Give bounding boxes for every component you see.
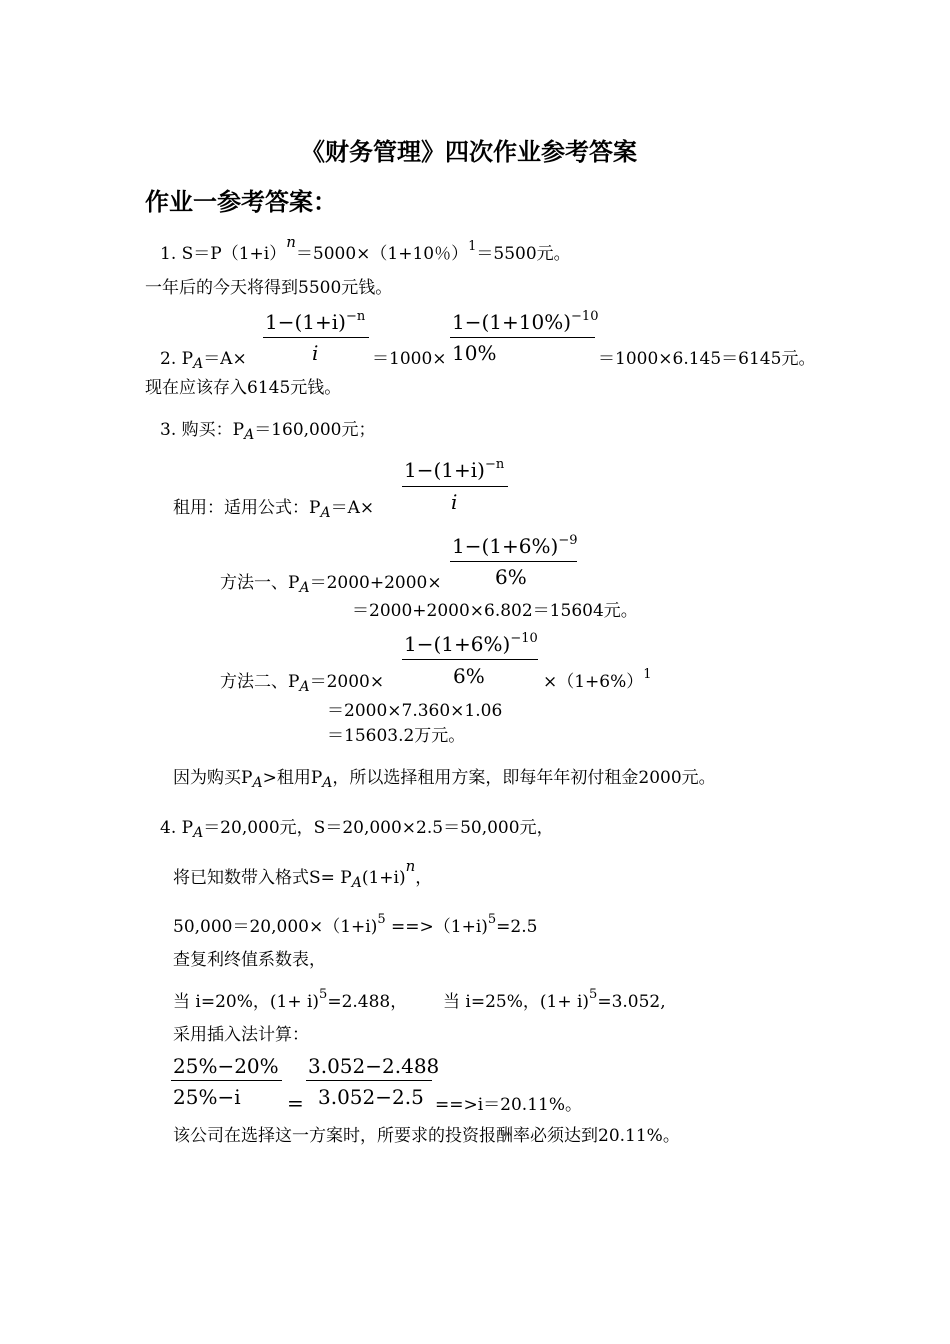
q3-m2-prefix: 方法二、P (220, 672, 300, 692)
q1-formula (160, 233, 571, 267)
q4-line1-b: ＝20,000元，S＝20,000×2.5＝50,000元， (203, 818, 554, 838)
q4-line5-a: 当 i=20%，(1+ i) (173, 992, 320, 1012)
q2-frac2-exp: −10 (571, 309, 599, 324)
q1-result: ＝5500元。 (476, 244, 571, 264)
q1-exp: n (286, 233, 296, 251)
q2-frac1-den: i (312, 341, 319, 365)
q1-rest: ＝5000×（1+10％） (295, 244, 469, 264)
q3-conclusion (173, 767, 716, 790)
q4-line1-a: 4. P (160, 818, 194, 838)
q3-sub-3: A (299, 580, 310, 596)
q3-m2-line3: ＝15603.2万元。 (327, 726, 466, 746)
q3-m2 (220, 671, 384, 694)
q2-frac2-num-text: 1−(1+10%) (452, 310, 572, 334)
q2-frac1-bar (263, 337, 369, 338)
q4-frac1-num: 25%−20% (173, 1054, 279, 1078)
q4-line2 (173, 857, 433, 891)
q4-line5-b: =2.488， (327, 992, 408, 1012)
q3-m2-frac-num (404, 632, 538, 660)
q4-frac2-num: 3.052−2.488 (308, 1054, 440, 1078)
q3-rent (173, 497, 374, 520)
q3-m2-tail (543, 667, 652, 695)
page-title: 《财务管理》四次作业参考答案 (301, 137, 637, 166)
q2-prefix: 2. P (160, 349, 194, 369)
q4-line3-b: ==>（1+i) (385, 917, 488, 937)
q4-line5-c: 当 i=25%，(1+ i) (443, 992, 590, 1012)
q3-sub-6: A (322, 775, 333, 791)
q3-buy-value: ＝160,000元； (254, 420, 376, 440)
q4-frac1-den (173, 1085, 241, 1109)
q3-m2-tail-exp: 1 (643, 667, 652, 682)
q2-result: ＝1000×6.145＝6145元。 (598, 349, 816, 369)
q2-mid: ＝1000× (372, 349, 447, 369)
q4-line5-left (173, 987, 408, 1015)
q2-frac1-exp: −n (345, 309, 366, 324)
q2-eq: ＝A× (203, 349, 247, 369)
q3-buy-prefix: 3. 购买：P (160, 420, 245, 440)
q3-m1-frac-num (452, 534, 577, 562)
q3-m2-tail-text: ×（1+6%） (543, 672, 644, 692)
q3-sub-2: A (320, 505, 331, 521)
q2-frac2-den: 10% (452, 341, 497, 365)
q3-sub-4: A (299, 679, 310, 695)
q3-m1-frac-bar (450, 561, 577, 562)
q3-rent-frac-den: i (451, 490, 458, 514)
q3-m1-frac-den: 6% (495, 565, 527, 589)
q3-m2-frac-exp: −10 (510, 631, 538, 646)
q4-frac1-den-text: 25%−i (173, 1085, 241, 1109)
q4-line2-c: ， (415, 868, 433, 888)
q3-concl-c: ，所以选择租用方案，即每年年初付租金2000元。 (332, 768, 716, 788)
q3-rent-frac-exp: −n (484, 457, 505, 472)
q1-exp2: 1 (468, 239, 477, 254)
q2-sub: A (193, 356, 204, 372)
section-heading: 作业一参考答案： (145, 187, 337, 216)
q3-rent-eq: ＝A× (330, 498, 375, 518)
q4-sub-2: A (351, 875, 362, 891)
q4-line5-d: =3.052, (597, 992, 666, 1012)
q3-sub-5: A (252, 775, 263, 791)
q4-eq: = (287, 1091, 304, 1115)
q4-line2-a: 将已知数带入格式S= P (173, 868, 352, 888)
q4-frac2-den: 3.052−2.5 (318, 1085, 424, 1109)
q3-m2-eq: ＝2000× (309, 672, 385, 692)
q1-note: 一年后的今天将得到5500元钱。 (145, 278, 393, 298)
q2-frac1-num-text: 1−(1+i) (265, 310, 346, 334)
q4-line3-exp2: 5 (487, 912, 497, 927)
q3-concl-a: 因为购买P (173, 768, 253, 788)
q3-buy (160, 419, 376, 442)
q4-line5-exp2: 5 (589, 987, 598, 1002)
q4-frac2-bar (306, 1080, 432, 1081)
q3-sub-1: A (244, 427, 255, 443)
q4-line6: 采用插入法计算： (173, 1025, 309, 1045)
q4-line5-exp: 5 (319, 987, 328, 1002)
q4-line2-b: (1+i) (361, 868, 406, 888)
q3-m2-frac-num-text: 1−(1+6%) (404, 632, 511, 656)
q3-m1-frac-exp: −9 (558, 533, 578, 548)
q3-rent-frac-num (404, 458, 504, 486)
q3-m1-result: ＝2000+2000×6.802＝15604元。 (352, 601, 638, 621)
q4-line3-exp: 5 (377, 912, 386, 927)
q1-line: 1. S＝P（1+i） (160, 244, 287, 264)
q3-concl-b: >租用P (262, 768, 323, 788)
q3-m1-eq: ＝2000+2000× (309, 573, 442, 593)
q3-m1-prefix: 方法一、P (220, 573, 300, 593)
q3-m1-frac-num-text: 1−(1+6%) (452, 534, 559, 558)
q2-formula (160, 348, 247, 371)
q4-line4: 查复利终值系数表， (173, 950, 326, 970)
q3-rent-label: 租用：适用公式：P (173, 498, 321, 518)
q2-frac2-num (452, 310, 598, 338)
q4-frac1-bar (171, 1080, 282, 1081)
q2-frac2-bar (450, 337, 595, 338)
q3-m1 (220, 572, 442, 595)
q4-result: ==>i＝20.11%。 (435, 1095, 582, 1115)
q3-m2-frac-den: 6% (453, 664, 485, 688)
q4-conclusion: 该公司在选择这一方案时，所要求的投资报酬率必须达到20.11%。 (173, 1126, 680, 1146)
q3-m2-line2: ＝2000×7.360×1.06 (327, 701, 503, 721)
q4-line3-a: 50,000＝20,000×（1+i) (173, 917, 378, 937)
q4-sub-1: A (193, 825, 204, 841)
q3-rent-frac-bar (402, 486, 508, 487)
q2-frac1-num (265, 310, 365, 338)
q3-rent-frac-num-text: 1−(1+i) (404, 458, 485, 482)
q3-m2-frac-bar (402, 659, 538, 660)
q4-line1 (160, 817, 554, 840)
q4-line3-c: =2.5 (496, 917, 538, 937)
q2-note: 现在应该存入6145元钱。 (145, 378, 342, 398)
q4-line2-exp: n (405, 857, 416, 875)
q4-line5-right (443, 987, 666, 1015)
q4-line3 (173, 912, 538, 940)
